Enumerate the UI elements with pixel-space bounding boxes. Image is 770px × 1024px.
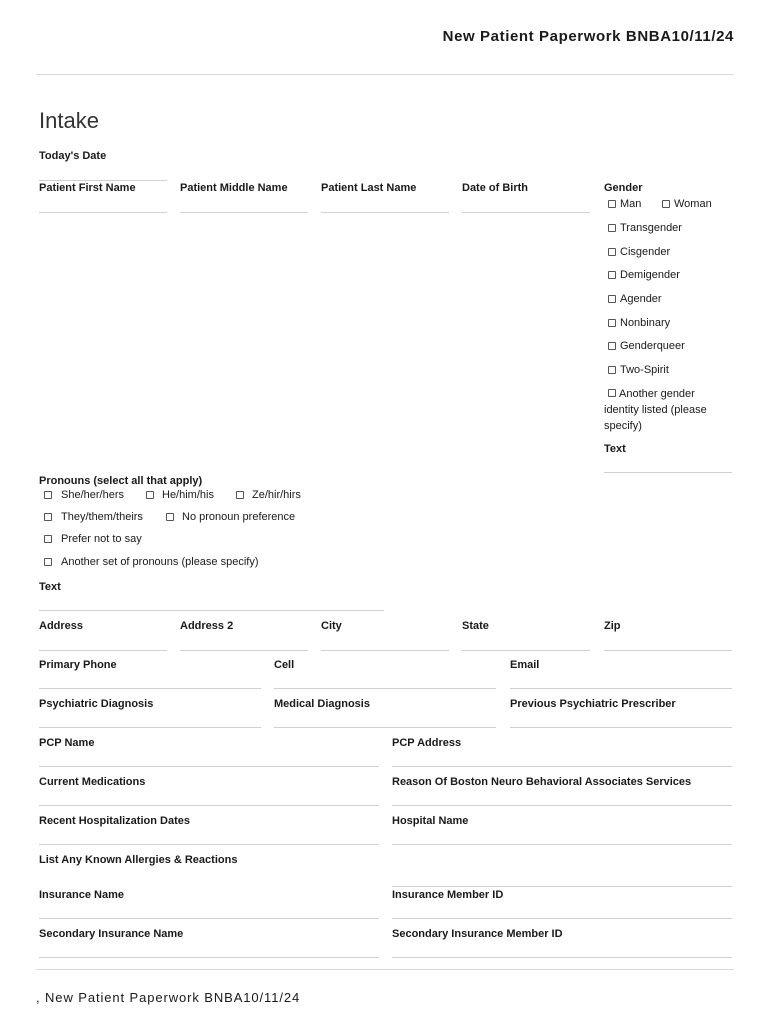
gender-option-nonbinary[interactable] <box>608 317 670 329</box>
pronoun-option-he[interactable] <box>146 489 214 501</box>
pronoun-option-label: They/them/theirs <box>61 511 143 523</box>
pronoun-option-prefer-not[interactable] <box>44 533 142 545</box>
address2-label: Address 2 <box>180 620 234 632</box>
checkbox[interactable] <box>44 491 52 499</box>
pcp-name-field[interactable] <box>39 766 379 767</box>
first-name-field[interactable] <box>39 212 167 213</box>
state-label: State <box>462 620 489 632</box>
gender-option-genderqueer[interactable] <box>608 340 685 352</box>
hospitalization-dates-field[interactable] <box>39 844 379 845</box>
email-label: Email <box>510 659 540 671</box>
cell-label: Cell <box>274 659 295 671</box>
gender-option-woman[interactable] <box>662 198 712 210</box>
pronoun-option-label: She/her/hers <box>61 489 124 501</box>
hospitalization-dates-label: Recent Hospitalization Dates <box>39 815 190 827</box>
dob-label: Date of Birth <box>462 182 528 194</box>
psych-diagnosis-label: Psychiatric Diagnosis <box>39 698 154 710</box>
header-divider <box>36 74 734 75</box>
pronoun-option-label: He/him/his <box>162 489 214 501</box>
gender-option-label: Cisgender <box>620 246 671 258</box>
footer-text: , New Patient Paperwork BNBA10/11/24 <box>36 990 301 1005</box>
primary-phone-field[interactable] <box>39 688 261 689</box>
last-name-label: Patient Last Name <box>321 182 417 194</box>
gender-option-label: Man <box>620 198 642 210</box>
pronoun-option-they[interactable] <box>44 511 143 523</box>
allergies-field[interactable] <box>392 886 732 887</box>
checkbox[interactable] <box>608 366 616 374</box>
section-title: Intake <box>39 108 99 133</box>
checkbox[interactable] <box>608 248 616 256</box>
secondary-insurance-name-label: Secondary Insurance Name <box>39 928 184 940</box>
secondary-insurance-member-id-field[interactable] <box>392 957 732 958</box>
checkbox[interactable] <box>146 491 154 499</box>
insurance-name-label: Insurance Name <box>39 889 124 901</box>
gender-option-another[interactable] <box>604 386 728 434</box>
city-label: City <box>321 620 342 632</box>
current-medications-label: Current Medications <box>39 776 146 788</box>
email-field[interactable] <box>510 688 732 689</box>
address-field[interactable] <box>39 650 167 651</box>
last-name-field[interactable] <box>321 212 449 213</box>
gender-option-label: Agender <box>620 293 662 305</box>
gender-option-two-spirit[interactable] <box>608 364 669 376</box>
state-field[interactable] <box>462 650 590 651</box>
middle-name-field[interactable] <box>180 212 308 213</box>
prescriber-label: Previous Psychiatric Prescriber <box>510 698 676 710</box>
medical-diagnosis-label: Medical Diagnosis <box>274 698 370 710</box>
reason-field[interactable] <box>392 805 732 806</box>
pronoun-option-label: Ze/hir/hirs <box>252 489 301 501</box>
address-label: Address <box>39 620 84 632</box>
medical-diagnosis-field[interactable] <box>274 727 496 728</box>
checkbox[interactable] <box>44 535 52 543</box>
gender-option-label: Nonbinary <box>620 317 671 329</box>
current-medications-field[interactable] <box>39 805 379 806</box>
zip-label: Zip <box>604 620 621 632</box>
pronoun-option-ze[interactable] <box>236 489 301 501</box>
gender-label: Gender <box>604 182 643 194</box>
checkbox[interactable] <box>608 271 616 279</box>
first-name-label: Patient First Name <box>39 182 136 194</box>
gender-option-cisgender[interactable] <box>608 246 670 258</box>
checkbox[interactable] <box>608 342 616 350</box>
pronouns-label: Pronouns (select all that apply) <box>39 475 203 487</box>
pronoun-option-label: Another set of pronouns (please specify) <box>61 556 259 568</box>
footer-divider <box>36 969 734 970</box>
gender-text-label: Text <box>604 443 626 455</box>
gender-option-label: Transgender <box>620 222 682 234</box>
gender-option-label: Genderqueer <box>620 340 685 352</box>
todays-date-label: Today's Date <box>39 150 107 162</box>
dob-field[interactable] <box>462 212 590 213</box>
todays-date-field[interactable] <box>39 180 167 181</box>
pronoun-option-she[interactable] <box>44 489 124 501</box>
gender-option-man[interactable] <box>608 198 641 210</box>
gender-option-transgender[interactable] <box>608 222 682 234</box>
gender-option-label: Another gender identity listed (please specify) <box>604 388 707 432</box>
pcp-address-field[interactable] <box>392 766 732 767</box>
pronoun-option-another[interactable] <box>44 556 259 568</box>
checkbox[interactable] <box>44 558 52 566</box>
insurance-name-field[interactable] <box>39 918 379 919</box>
insurance-member-id-label: Insurance Member ID <box>392 889 504 901</box>
checkbox[interactable] <box>236 491 244 499</box>
hospital-name-field[interactable] <box>392 844 732 845</box>
checkbox[interactable] <box>608 319 616 327</box>
checkbox[interactable] <box>608 295 616 303</box>
cell-field[interactable] <box>274 688 496 689</box>
pronoun-option-label: Prefer not to say <box>61 533 142 545</box>
city-field[interactable] <box>321 650 449 651</box>
checkbox[interactable] <box>44 513 52 521</box>
pcp-name-label: PCP Name <box>39 737 95 749</box>
hospital-name-label: Hospital Name <box>392 815 469 827</box>
pronoun-option-label: No pronoun preference <box>182 511 296 523</box>
psych-diagnosis-field[interactable] <box>39 727 261 728</box>
gender-option-label: Two-Spirit <box>620 364 669 376</box>
gender-option-demigender[interactable] <box>608 269 680 281</box>
reason-label: Reason Of Boston Neuro Behavioral Associates Services <box>392 776 692 788</box>
address2-field[interactable] <box>180 650 308 651</box>
checkbox[interactable] <box>166 513 174 521</box>
gender-option-label: Demigender <box>620 269 680 281</box>
pcp-address-label: PCP Address <box>392 737 462 749</box>
pronoun-text-field[interactable] <box>39 610 384 611</box>
prescriber-field[interactable] <box>510 727 732 728</box>
gender-option-label: Woman <box>674 198 712 210</box>
secondary-insurance-name-field[interactable] <box>39 957 379 958</box>
checkbox[interactable] <box>608 200 616 208</box>
zip-field[interactable] <box>604 650 732 651</box>
insurance-member-id-field[interactable] <box>392 918 732 919</box>
checkbox[interactable] <box>608 389 616 397</box>
checkbox[interactable] <box>662 200 670 208</box>
primary-phone-label: Primary Phone <box>39 659 117 671</box>
document-header-title: New Patient Paperwork BNBA10/11/24 <box>442 28 734 45</box>
gender-text-field[interactable] <box>604 472 732 473</box>
allergies-label: List Any Known Allergies & Reactions <box>39 854 238 866</box>
gender-option-agender[interactable] <box>608 293 662 305</box>
secondary-insurance-member-id-label: Secondary Insurance Member ID <box>392 928 563 940</box>
pronoun-text-label: Text <box>39 581 61 593</box>
middle-name-label: Patient Middle Name <box>180 182 288 194</box>
checkbox[interactable] <box>608 224 616 232</box>
pronoun-option-no-preference[interactable] <box>166 511 295 523</box>
